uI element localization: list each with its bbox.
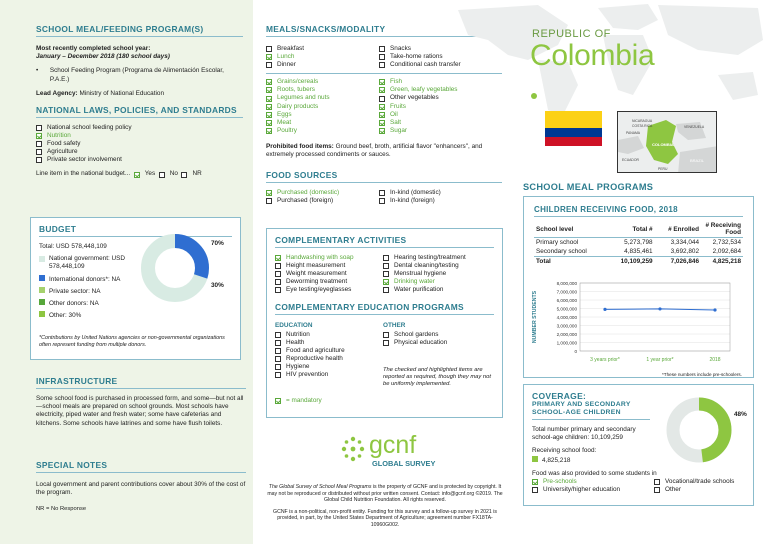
chart-ytick: 4,000,000 (556, 314, 577, 320)
checkbox[interactable] (36, 133, 42, 139)
checkbox-label: Eggs (277, 110, 292, 118)
checkbox[interactable] (383, 279, 389, 285)
checkbox[interactable] (275, 263, 281, 269)
checkbox-item[interactable] (654, 478, 754, 486)
chart-point (658, 307, 661, 310)
chart-xtick: 2018 (709, 357, 721, 363)
chart-ylabel: NUMBER STUDENTS (532, 290, 538, 344)
checkbox-label: Lunch (277, 53, 295, 61)
program-item: • School Feeding Program (Programa de Alimentación Escolar, P.A.E.) (36, 67, 224, 83)
map-label-brazil: BRAZIL (690, 158, 705, 163)
checkbox[interactable] (266, 190, 272, 196)
education-label: EDUCATION (275, 322, 313, 330)
chart-ytick: 0 (574, 348, 577, 354)
chart-note: *These numbers include pre-schoolers. (662, 372, 742, 377)
checkbox-label: Other (665, 486, 681, 494)
checkbox-item[interactable] (275, 254, 383, 262)
checkbox-label: University/higher education (543, 486, 621, 494)
table-cell: 3,334,044 (670, 239, 699, 246)
right-column (508, 0, 768, 544)
table-cell: Total (536, 258, 551, 265)
checkbox-item[interactable] (275, 339, 383, 347)
coverage-subtitle: PRIMARY AND SECONDARY SCHOOL-AGE CHILDREN (532, 401, 650, 420)
checkbox[interactable] (383, 332, 389, 338)
checked-note: The checked and highlighted items are reported as required, though they may not be uniformly implemented. (383, 366, 491, 388)
checkbox-item[interactable] (383, 278, 503, 286)
receiving-swatch (532, 456, 538, 462)
country-name: Colombia (530, 39, 655, 72)
recent-value: January – December 2018 (180 school days) (36, 53, 170, 61)
meals-title: MEALS/SNACKS/MODALITY (266, 24, 502, 37)
budget-other: Other: 30% (39, 311, 232, 320)
checkbox-label: Legumes and nuts (277, 94, 330, 102)
checkbox[interactable] (266, 96, 272, 102)
checkbox[interactable] (36, 149, 42, 155)
pct-70: 70% (211, 240, 224, 247)
checkbox-item[interactable] (379, 197, 499, 205)
checkbox[interactable] (379, 104, 385, 110)
school-meal-title: SCHOOL MEAL/FEEDING PROGRAM(S) (36, 24, 243, 37)
budget-private: Private sector: NA (39, 287, 232, 296)
checkbox-label: Reproductive health (286, 354, 343, 362)
checkbox-label: Fruits (390, 102, 406, 110)
checkbox[interactable] (275, 271, 281, 277)
checkbox[interactable] (379, 128, 385, 134)
checkbox-item[interactable] (266, 53, 379, 61)
republic-of: REPUBLIC OF (532, 28, 611, 40)
coverage-box (523, 384, 754, 506)
laws-list (36, 124, 243, 164)
checkbox[interactable] (266, 87, 272, 93)
activities-box (266, 228, 503, 418)
special-text: Local government and parent contributions cover about 30% of the cost of the program. (36, 481, 246, 497)
checkbox-label: National school feeding policy (47, 124, 132, 132)
pct-30: 30% (211, 282, 224, 289)
gcnf-logo-icon (341, 436, 365, 462)
checkbox-label: Green, leafy vegetables (390, 86, 458, 94)
map-label-costa-rica: COSTA RICA (632, 124, 653, 128)
checkbox[interactable] (275, 340, 281, 346)
children-table-header (534, 221, 743, 238)
checkbox-label: Dental cleaning/testing (394, 262, 459, 270)
footer-funding: GCNF is a non-political, non-profit entity. Funding for this survey and a follow-up survey in 2021 is provided, in part, by the United States Department of Agriculture; agreement number FX18TA-10960G002. (273, 508, 497, 528)
col-school-level: School level (536, 225, 574, 233)
checkbox-label: Fish (390, 78, 403, 86)
table-row (534, 247, 743, 257)
left-column (0, 0, 253, 544)
chart-ytick: 5,000,000 (556, 306, 577, 312)
checkbox[interactable] (379, 79, 385, 85)
checkbox[interactable] (532, 487, 538, 493)
children-table (534, 221, 743, 266)
recent-label: Most recently completed school year: (36, 45, 151, 52)
table-cell: 7,026,846 (670, 258, 699, 265)
checkbox-label: Menstrual hygiene (394, 270, 447, 278)
checkbox-label: Snacks (390, 45, 411, 52)
infrastructure-title: INFRASTRUCTURE (36, 376, 246, 389)
budget-other-donors: Other donors: NA (39, 299, 232, 308)
students-line-chart (530, 279, 740, 371)
checkbox[interactable] (379, 112, 385, 118)
map-label-panama: PANAMA (626, 131, 641, 135)
chart-ytick: 2,000,000 (556, 331, 577, 337)
checkbox-label: Agriculture (47, 148, 78, 156)
checkbox[interactable] (275, 279, 281, 285)
flag-yellow (545, 111, 602, 128)
checkbox-label: Hygiene (286, 363, 310, 371)
checkbox[interactable] (383, 287, 389, 293)
checkbox-label: Deworming treatment (286, 278, 348, 286)
checkbox-item[interactable] (266, 94, 379, 102)
map-label-venezuela: VENEZUELA (684, 125, 705, 129)
budget-title: BUDGET (39, 224, 232, 237)
checkbox-item[interactable] (36, 124, 243, 132)
gcnf-logo (341, 432, 451, 472)
region-map (617, 111, 717, 173)
checkbox[interactable] (275, 287, 281, 293)
footer (266, 484, 504, 529)
checkbox-item[interactable] (383, 331, 503, 339)
checkbox-label: Nutrition (286, 330, 310, 338)
checkbox-item[interactable] (275, 371, 383, 379)
children-box (523, 196, 754, 378)
checkbox-label: Grains/cereals (277, 78, 319, 86)
special-section (36, 460, 246, 514)
checkbox-label: Drinking water (394, 278, 435, 286)
checkbox[interactable] (266, 120, 272, 126)
checkbox[interactable] (379, 87, 385, 93)
lead-agency: Lead Agency: Ministry of National Education (36, 89, 164, 97)
table-cell: Primary school (536, 239, 579, 246)
checkbox-item[interactable] (383, 262, 503, 270)
table-row (534, 238, 743, 248)
checkbox[interactable] (266, 198, 272, 204)
checkbox-item[interactable] (266, 78, 379, 86)
chart-point (713, 308, 716, 311)
col-receiving: # Receiving Food (705, 222, 741, 236)
table-cell: 2,732,534 (712, 239, 741, 246)
checkbox-label: Purchased (domestic) (277, 189, 340, 197)
checkbox-label: Weight measurement (286, 270, 347, 278)
gcnf-logo-text: gcnf (369, 431, 417, 459)
checkbox-label: Eye testing/eyeglasses (286, 286, 352, 294)
gcnf-logo-subtitle: GLOBAL SURVEY (372, 459, 436, 468)
checkbox[interactable] (383, 263, 389, 269)
checkbox-label: In-kind (foreign) (390, 197, 435, 205)
checkbox[interactable] (379, 190, 385, 196)
table-cell: 4,835,461 (624, 248, 653, 255)
checkbox[interactable] (275, 364, 281, 370)
checkbox-item[interactable] (266, 86, 379, 94)
checkbox-item[interactable] (654, 486, 754, 494)
coverage-total: Total number primary and secondary school-age children: 10,109,259 (532, 426, 636, 442)
checkbox[interactable] (266, 79, 272, 85)
sources-grid (266, 189, 502, 205)
table-cell: 2,092,684 (712, 248, 741, 255)
flag-red (545, 137, 602, 146)
checkbox-label: Physical education (394, 338, 448, 346)
sources-title: FOOD SOURCES (266, 170, 502, 183)
checkbox[interactable] (36, 125, 42, 131)
mandatory-checkbox (275, 398, 281, 404)
map-label-ecuador: ECUADOR (622, 158, 639, 162)
special-title: SPECIAL NOTES (36, 460, 246, 473)
checkbox[interactable] (275, 255, 281, 261)
children-title: CHILDREN RECEIVING FOOD, 2018 (534, 205, 743, 217)
table-cell: 4,825,218 (712, 258, 741, 265)
checkbox-label: Meat (277, 118, 292, 126)
checkbox-item[interactable] (266, 61, 379, 69)
checkbox-label: Dairy products (277, 102, 319, 110)
checkbox[interactable] (266, 54, 272, 60)
checkbox[interactable] (383, 255, 389, 261)
checkbox-item[interactable] (383, 339, 503, 347)
checkbox-item[interactable] (379, 127, 499, 135)
private-swatch (39, 287, 45, 293)
checkbox-item[interactable] (532, 486, 654, 494)
checkbox-item[interactable] (266, 103, 379, 111)
checkbox-label: Water purification (394, 286, 444, 294)
checkbox-item[interactable] (275, 270, 383, 278)
coverage-pct: 48% (734, 411, 747, 418)
checkbox-label: Oil (390, 110, 398, 118)
checkbox-label: Breakfast (277, 45, 304, 52)
colombia-flag (545, 111, 602, 146)
checkbox[interactable] (532, 479, 538, 485)
checkbox-item[interactable] (383, 270, 503, 278)
checkbox[interactable] (379, 198, 385, 204)
checkbox-item[interactable] (275, 262, 383, 270)
budget-total: Total: USD 578,448,109 (39, 243, 107, 250)
edu-title: COMPLEMENTARY EDUCATION PROGRAMS (275, 302, 494, 315)
activities-title: COMPLEMENTARY ACTIVITIES (275, 235, 494, 248)
budget-note: *Contributions by United Nations agencies or non-governmental organizations often represent funding from multiple donors. (39, 335, 225, 348)
checkbox-item[interactable] (266, 127, 379, 135)
checkbox[interactable] (383, 340, 389, 346)
laws-title: NATIONAL LAWS, POLICIES, AND STANDARDS (36, 105, 243, 118)
checkbox[interactable] (266, 112, 272, 118)
chart-ytick: 8,000,000 (556, 280, 577, 286)
footer-copyright: The Global Survey of School Meal Programs is the property of GCNF and is protected by copyright. It may not be reproduced or distributed without prior written consent. Contact: info@gcnf.org ©2019. The Global Child Nutrition Foundation. All rights reserved. (267, 484, 503, 504)
checkbox[interactable] (383, 271, 389, 277)
coverage-also: Food was also provided to some students in (532, 469, 657, 477)
chart-xtick: 3 years prior* (590, 357, 620, 363)
checkbox-label: Private sector involvement (47, 156, 122, 164)
checkbox-item[interactable] (36, 140, 243, 148)
chart-xtick: 1 year prior* (646, 357, 674, 363)
location-dot (531, 93, 537, 99)
checkbox-label: School gardens (394, 330, 439, 338)
col-total: Total # (632, 225, 653, 233)
programs-title: SCHOOL MEAL PROGRAMS (523, 182, 654, 192)
checkbox-item[interactable] (383, 254, 503, 262)
coverage-receiving-label: Receiving school food: (532, 447, 597, 455)
international-swatch (39, 275, 45, 281)
coverage-options (532, 478, 745, 494)
checkbox-item[interactable] (266, 45, 379, 53)
chart-ytick: 7,000,000 (556, 289, 577, 295)
checkbox[interactable] (36, 157, 42, 163)
checkbox[interactable] (654, 487, 660, 493)
prohibited-foods: Prohibited food items: Ground beef, broth, artificial flavor "enhancers", and extremely processed condiments or sauces. (266, 142, 483, 159)
checkbox-label: In-kind (domestic) (390, 189, 441, 197)
table-cell: 10,109,259 (620, 258, 653, 265)
checkbox-label: Other vegetables (390, 94, 439, 102)
table-cell: 3,692,802 (670, 248, 699, 255)
table-row (534, 257, 743, 267)
checkbox-label: HIV prevention (286, 371, 329, 379)
budget-line: Line item in the national budget... Yes No NR (36, 170, 202, 178)
checkbox[interactable] (266, 104, 272, 110)
checkbox-label: Roots, tubers (277, 86, 316, 94)
coverage-title: COVERAGE: (532, 391, 587, 401)
checkbox[interactable] (379, 96, 385, 102)
checkbox-label: Sugar (390, 126, 408, 134)
coverage-receiving: 4,825,218 (532, 456, 745, 465)
col-enrolled: # Enrolled (668, 225, 699, 233)
checkbox-label: Nutrition (47, 132, 71, 140)
map-label-colombia: COLOMBIA (652, 142, 674, 147)
table-cell: 5,273,798 (624, 239, 653, 246)
checkbox-label: Vocational/trade schools (665, 478, 735, 486)
national-swatch (39, 256, 45, 262)
edu-grid (275, 322, 494, 388)
checkbox[interactable] (379, 46, 385, 52)
flag-blue (545, 128, 602, 137)
checkbox-label: Handwashing with soap (286, 254, 354, 261)
budget-international: International donors*: NA (39, 275, 232, 284)
yes-checkbox[interactable] (134, 172, 140, 178)
checkbox[interactable] (654, 479, 660, 485)
other-swatch (39, 311, 45, 317)
table-cell: Secondary school (536, 248, 587, 255)
checkbox-label: Poultry (277, 126, 297, 134)
checkbox-item[interactable] (36, 132, 243, 140)
nr-note: NR = No Response (36, 506, 87, 513)
checkbox-item[interactable] (379, 189, 499, 197)
checkbox-label: Health (286, 338, 305, 346)
checkbox-label: Conditional cash transfer (390, 61, 461, 69)
checkbox-item[interactable] (275, 363, 383, 371)
checkbox[interactable] (275, 372, 281, 378)
checkbox-item[interactable] (266, 189, 379, 197)
nr-checkbox[interactable] (181, 172, 187, 178)
checkbox-label: Height measurement (286, 262, 346, 270)
checkbox-item[interactable] (275, 278, 383, 286)
budget-donut (139, 232, 211, 304)
checkbox[interactable] (266, 62, 272, 68)
checkbox-item[interactable] (36, 148, 243, 156)
checkbox-item[interactable] (383, 286, 503, 294)
no-checkbox[interactable] (159, 172, 165, 178)
checkbox[interactable] (275, 356, 281, 362)
checkbox[interactable] (275, 348, 281, 354)
checkbox[interactable] (36, 141, 42, 147)
checkbox-item[interactable] (275, 286, 383, 294)
checkbox[interactable] (379, 120, 385, 126)
infrastructure-text: Some school food is purchased in processed form, and some—but not all—school meals are prepared on school grounds. Most schools have electricity, piped water and fresh water; some have cafeterias and kitchens. Some schools have latrines and some have flush toilets. (36, 395, 244, 427)
checkbox-label: Take-home rations (390, 53, 443, 61)
checkbox-item[interactable] (36, 156, 243, 164)
checkbox-label: Dinner (277, 61, 296, 69)
checkbox[interactable] (266, 128, 272, 134)
map-label-peru: PERU (658, 167, 668, 171)
checkbox-item[interactable] (266, 119, 379, 127)
checkbox-label: Purchased (foreign) (277, 197, 334, 205)
chart-ytick: 6,000,000 (556, 297, 577, 303)
checkbox-label: Pre-schools (543, 478, 577, 486)
activities-grid (275, 254, 494, 294)
other-label: OTHER (383, 322, 406, 330)
checkbox-item[interactable] (275, 355, 383, 363)
checkbox[interactable] (275, 332, 281, 338)
map-label-nicaragua: NICARAGUA (632, 119, 653, 123)
chart-ytick: 3,000,000 (556, 323, 577, 329)
checkbox-label: Food safety (47, 140, 81, 148)
other-donors-swatch (39, 299, 45, 305)
checkbox[interactable] (379, 62, 385, 68)
checkbox[interactable] (266, 46, 272, 52)
checkbox[interactable] (379, 54, 385, 60)
chart-ytick: 1,000,000 (556, 340, 577, 346)
infrastructure-section (36, 376, 246, 428)
checkbox-item[interactable] (275, 347, 383, 355)
checkbox-label: Salt (390, 118, 402, 126)
checkbox-item[interactable] (266, 111, 379, 119)
checkbox-label: Food and agriculture (286, 346, 345, 354)
chart-point (603, 308, 606, 311)
budget-box (30, 217, 241, 360)
budget-national: National government: USD 578,448,109 (39, 255, 139, 271)
checkbox-item[interactable] (275, 331, 383, 339)
coverage-donut (664, 395, 734, 465)
checkbox-item[interactable] (266, 197, 379, 205)
checkbox-label: Hearing testing/treatment (394, 254, 466, 261)
checkbox-item[interactable] (532, 478, 654, 486)
mandatory-key: = mandatory (275, 397, 322, 405)
